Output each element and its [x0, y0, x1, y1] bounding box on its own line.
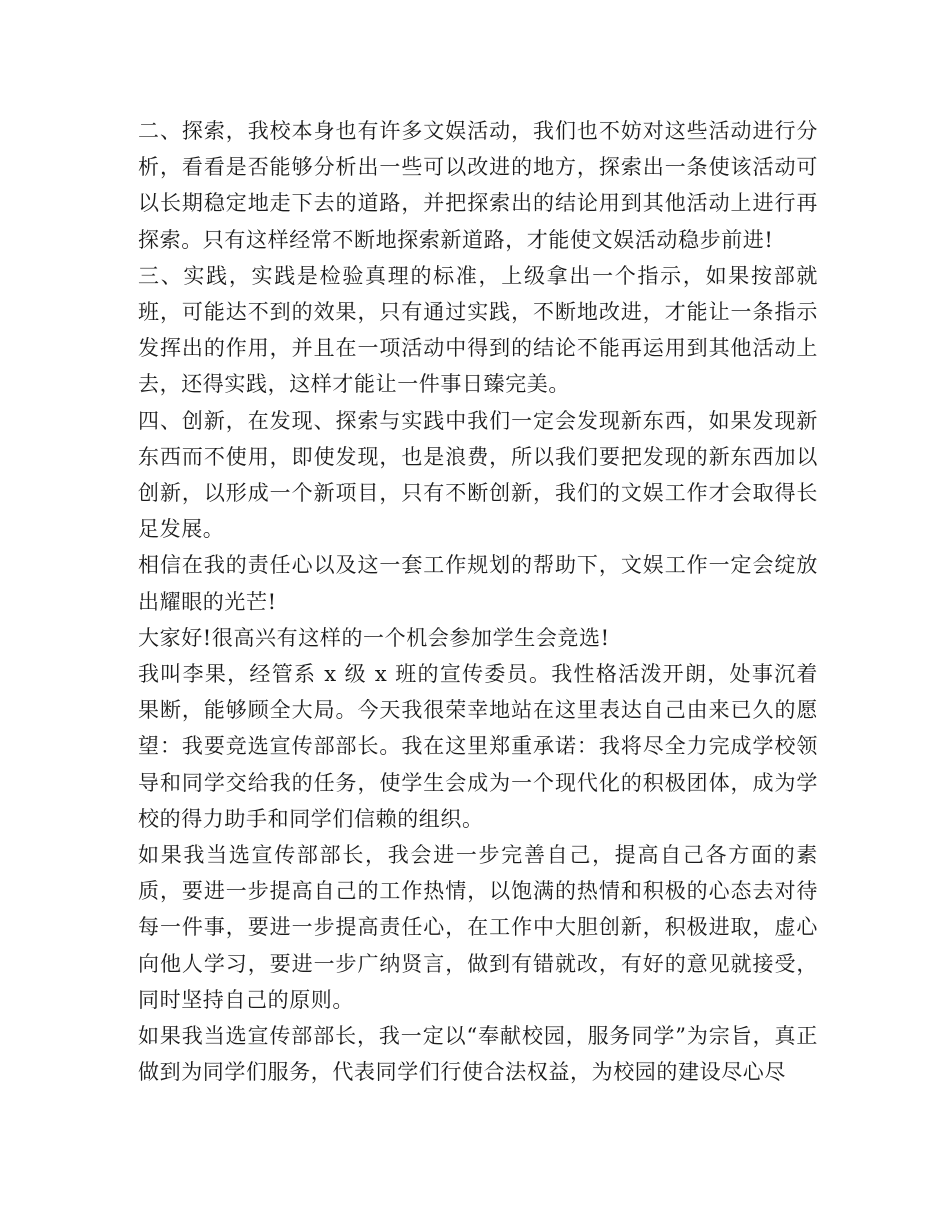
paragraph-self-intro: 我叫李果，经管系 x 级 x 班的宣传委员。我性格活泼开朗，处事沉着果断，能够顾全大局。今天我很荣幸地站在这里表达自己由来已久的愿望：我要竞选宣传部部长。我在这里郑重承诺：我将尽全力完成学校领导和同学交给我的任务，使学生会成为一个现代化的积极团体，成为学校的得力助手和同学们信赖的组织。 — [138, 662, 818, 831]
paragraph-improve: 如果我当选宣传部部长，我会进一步完善自己，提高自己各方面的素质，要进一步提高自己的工作热情，以饱满的热情和积极的心态去对待每一件事，要进一步提高责任心，在工作中大胆创新，积极进取，虚心向他人学习，要进一步广纳贤言，做到有错就改，有好的意见就接受，同时坚持自己的原则。 — [138, 843, 818, 1012]
paragraph-service: 如果我当选宣传部部长，我一定以“奉献校园，服务同学”为宗旨，真正做到为同学们服务，代表同学们行使合法权益，为校园的建设尽心尽 — [138, 1024, 818, 1085]
paragraph-practice: 三、实践，实践是检验真理的标准，上级拿出一个指示，如果按部就班，可能达不到的效果，只有通过实践，不断地改进，才能让一条指示发挥出的作用，并且在一项活动中得到的结论不能再运用到其他活动上去，还得实践，这样才能让一件事日臻完美。 — [138, 263, 818, 397]
paragraph-explore: 二、探索，我校本身也有许多文娱活动，我们也不妨对这些活动进行分析，看看是否能够分析出一些可以改进的地方，探索出一条使该活动可以长期稳定地走下去的道路，并把探索出的结论用到其他活动上进行再探索。只有这样经常不断地探索新道路，才能使文娱活动稳步前进! — [138, 119, 818, 252]
document-body — [138, 113, 818, 1090]
paragraph-confidence: 相信在我的责任心以及这一套工作规划的帮助下，文娱工作一定会绽放出耀眼的光芒! — [138, 553, 818, 614]
paragraph-greeting: 大家好!很高兴有这样的一个机会参加学生会竞选! — [138, 625, 610, 650]
paragraph-innovate: 四、创新，在发现、探索与实践中我们一定会发现新东西，如果发现新东西而不使用，即使发现，也是浪费，所以我们要把发现的新东西加以创新，以形成一个新项目，只有不断创新，我们的文娱工作才会取得长足发展。 — [138, 408, 818, 542]
